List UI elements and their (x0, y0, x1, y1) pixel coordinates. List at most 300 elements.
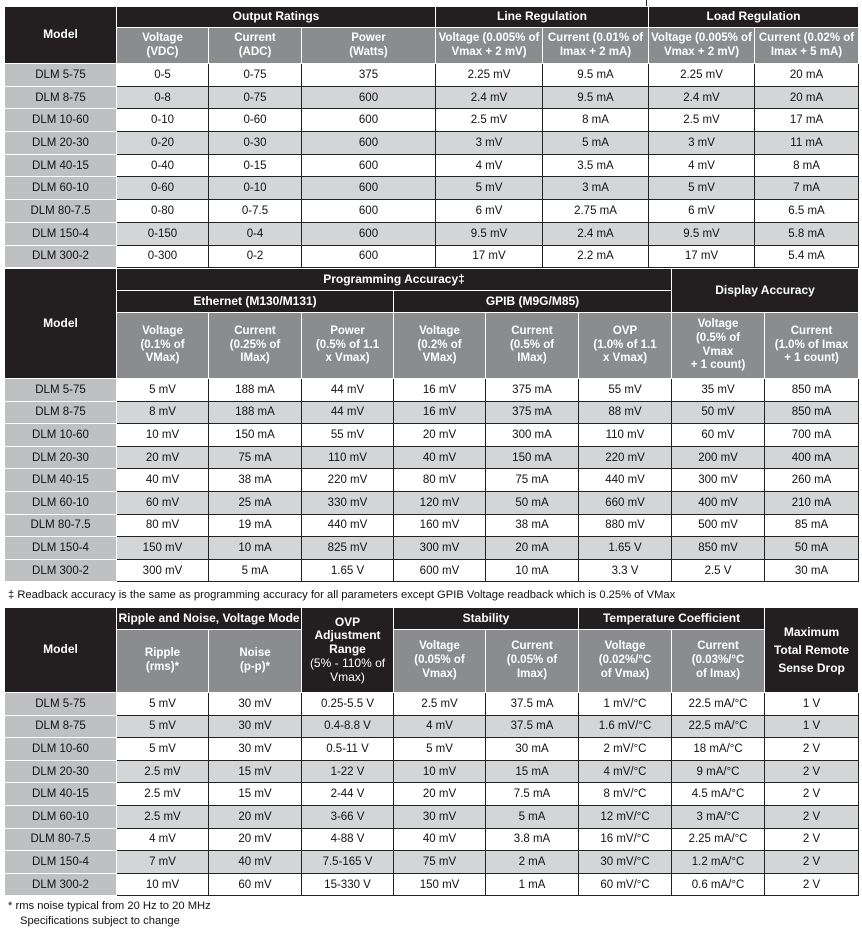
value-cell: 2 mA (486, 851, 579, 874)
value-cell: 15 mA (486, 760, 579, 783)
value-cell: 2 V (765, 851, 859, 874)
value-cell: 88 mV (579, 401, 672, 424)
value-cell: 200 mV (672, 446, 765, 469)
value-cell: 0.5-11 V (302, 738, 394, 761)
value-cell: 4.5 mA/°C (672, 783, 765, 806)
value-cell: 40 mV (394, 446, 486, 469)
table-row (5, 446, 859, 469)
value-cell: 0.25-5.5 V (302, 693, 394, 716)
value-cell: 300 mA (486, 424, 579, 447)
value-cell: 600 (302, 109, 436, 132)
value-cell: 0-10 (209, 177, 302, 200)
value-cell: 330 mV (302, 491, 394, 514)
value-cell: 17 mV (436, 245, 543, 268)
value-cell: 4 mV (394, 715, 486, 738)
value-cell: 15 mV (209, 760, 302, 783)
value-cell: 120 mV (394, 491, 486, 514)
value-cell: 75 mA (209, 446, 302, 469)
value-cell: 0-300 (117, 245, 209, 268)
readback-note: ‡ Readback accuracy is the same as programming accuracy for all parameters except GPIB Voltage readback which is 0.25% of VMax (8, 589, 676, 601)
model-cell: DLM 10-60 (5, 109, 117, 132)
col-stability-voltage-header: Voltage (0.05% of Vmax) (394, 630, 486, 693)
value-cell: 30 mV (394, 805, 486, 828)
table-row (5, 154, 859, 177)
ethernet-header: Ethernet (M130/M131) (117, 291, 394, 313)
value-cell: 600 (302, 177, 436, 200)
value-cell: 44 mV (302, 401, 394, 424)
value-cell: 600 (302, 154, 436, 177)
value-cell: 7 mV (117, 851, 209, 874)
value-cell: 2 V (765, 828, 859, 851)
gpib-header: GPIB (M9G/M85) (394, 291, 672, 313)
value-cell: 188 mA (209, 379, 302, 402)
model-cell: DLM 5-75 (5, 64, 117, 87)
value-cell: 4 mV/°C (579, 760, 672, 783)
table-row (5, 469, 859, 492)
model-cell: DLM 8-75 (5, 86, 117, 109)
value-cell: 17 mV (649, 245, 755, 268)
value-cell: 60 mV (672, 424, 765, 447)
ripple-noise-header: Ripple and Noise, Voltage Mode (117, 608, 302, 630)
value-cell: 5 mA (209, 559, 302, 582)
value-cell: 55 mV (302, 424, 394, 447)
value-cell: 210 mA (765, 491, 859, 514)
value-cell: 150 mV (394, 873, 486, 896)
value-cell: 2 mV/°C (579, 738, 672, 761)
accuracy-col-header: Voltage (0.2% of VMax) (394, 313, 486, 379)
value-cell: 0-75 (209, 64, 302, 87)
value-cell: 2.2 mA (543, 245, 649, 268)
value-cell: 2 V (765, 760, 859, 783)
col-line-current-header: Current (0.01% of Imax + 2 mA) (543, 28, 649, 64)
max-sense-drop-header: Maximum Total Remote Sense Drop (765, 608, 859, 693)
value-cell: 1.6 mV/°C (579, 715, 672, 738)
output-regulation-table (4, 6, 859, 268)
value-cell: 850 mV (672, 537, 765, 560)
programming-accuracy-header: Programming Accuracy‡ (117, 269, 672, 291)
value-cell: 5 mA (543, 132, 649, 155)
table-row (5, 514, 859, 537)
value-cell: 20 mV (209, 805, 302, 828)
value-cell: 880 mV (579, 514, 672, 537)
table-row (5, 132, 859, 155)
model-cell: DLM 80-7.5 (5, 514, 117, 537)
value-cell: 110 mV (579, 424, 672, 447)
value-cell: 8 mA (755, 154, 859, 177)
col-stability-current-header: Current (0.05% of Imax) (486, 630, 579, 693)
col-current-header: Current (ADC) (209, 28, 302, 64)
value-cell: 5 mV (117, 738, 209, 761)
col-load-voltage-header: Voltage (0.005% of Vmax + 2 mV) (649, 28, 755, 64)
value-cell: 5 mV (117, 379, 209, 402)
value-cell: 0-2 (209, 245, 302, 268)
value-cell: 3 mV (649, 132, 755, 155)
value-cell: 2.25 mV (436, 64, 543, 87)
value-cell: 2.4 mV (649, 86, 755, 109)
value-cell: 2.25 mA/°C (672, 828, 765, 851)
value-cell: 2-44 V (302, 783, 394, 806)
value-cell: 80 mV (117, 514, 209, 537)
model-cell: DLM 20-30 (5, 446, 117, 469)
value-cell: 1.65 V (579, 537, 672, 560)
table-row (5, 86, 859, 109)
value-cell: 40 mV (117, 469, 209, 492)
value-cell: 0-8 (117, 86, 209, 109)
table-row (5, 401, 859, 424)
value-cell: 20 mA (755, 64, 859, 87)
value-cell: 2.5 mV (117, 783, 209, 806)
value-cell: 5.4 mA (755, 245, 859, 268)
table-row (5, 805, 859, 828)
value-cell: 17 mA (755, 109, 859, 132)
table-row (5, 200, 859, 223)
model-cell: DLM 40-15 (5, 154, 117, 177)
model-cell: DLM 40-15 (5, 469, 117, 492)
value-cell: 375 mA (486, 401, 579, 424)
value-cell: 80 mV (394, 469, 486, 492)
value-cell: 2.5 mV (117, 805, 209, 828)
value-cell: 600 mV (394, 559, 486, 582)
value-cell: 1 V (765, 715, 859, 738)
value-cell: 2.5 mV (649, 109, 755, 132)
value-cell: 2.5 mV (436, 109, 543, 132)
value-cell: 75 mA (486, 469, 579, 492)
accuracy-table (4, 268, 859, 582)
value-cell: 600 (302, 132, 436, 155)
table-row (5, 245, 859, 268)
display-accuracy-header: Display Accuracy (672, 269, 859, 313)
value-cell: 0-4 (209, 222, 302, 245)
value-cell: 600 (302, 245, 436, 268)
model-cell: DLM 80-7.5 (5, 200, 117, 223)
value-cell: 0-7.5 (209, 200, 302, 223)
value-cell: 440 mV (579, 469, 672, 492)
model-header: Model (5, 7, 117, 64)
value-cell: 400 mA (765, 446, 859, 469)
value-cell: 35 mV (672, 379, 765, 402)
value-cell: 16 mV (394, 379, 486, 402)
value-cell: 188 mA (209, 401, 302, 424)
value-cell: 825 mV (302, 537, 394, 560)
value-cell: 10 mA (209, 537, 302, 560)
model-cell: DLM 5-75 (5, 379, 117, 402)
value-cell: 0-5 (117, 64, 209, 87)
value-cell: 400 mV (672, 491, 765, 514)
value-cell: 600 (302, 222, 436, 245)
value-cell: 3 mV (436, 132, 543, 155)
value-cell: 20 mV (117, 446, 209, 469)
col-noise-header: Noise (p-p)* (209, 630, 302, 693)
accuracy-col-header: Current (0.25% of IMax) (209, 313, 302, 379)
value-cell: 5 mV (117, 715, 209, 738)
table-row (5, 873, 859, 896)
value-cell: 2.5 mV (117, 760, 209, 783)
value-cell: 1.2 mA/°C (672, 851, 765, 874)
value-cell: 20 mV (394, 783, 486, 806)
value-cell: 150 mA (486, 446, 579, 469)
value-cell: 44 mV (302, 379, 394, 402)
value-cell: 9.5 mA (543, 64, 649, 87)
value-cell: 2.5 mV (394, 693, 486, 716)
value-cell: 10 mA (486, 559, 579, 582)
value-cell: 0-60 (209, 109, 302, 132)
value-cell: 1 mA (486, 873, 579, 896)
value-cell: 2.75 mA (543, 200, 649, 223)
value-cell: 0-150 (117, 222, 209, 245)
value-cell: 110 mV (302, 446, 394, 469)
value-cell: 75 mV (394, 851, 486, 874)
table-row (5, 738, 859, 761)
value-cell: 50 mV (672, 401, 765, 424)
value-cell: 4 mV (117, 828, 209, 851)
value-cell: 0-20 (117, 132, 209, 155)
col-load-current-header: Current (0.02% of Imax + 5 mA) (755, 28, 859, 64)
value-cell: 7.5 mA (486, 783, 579, 806)
value-cell: 16 mV (394, 401, 486, 424)
table-row (5, 222, 859, 245)
accuracy-col-header: Voltage (0.5% of Vmax + 1 count) (672, 313, 765, 379)
accuracy-col-header: Voltage (0.1% of VMax) (117, 313, 209, 379)
value-cell: 20 mV (394, 424, 486, 447)
value-cell: 1 mV/°C (579, 693, 672, 716)
value-cell: 3.8 mA (486, 828, 579, 851)
value-cell: 8 mV/°C (579, 783, 672, 806)
value-cell: 85 mA (765, 514, 859, 537)
value-cell: 1.65 V (302, 559, 394, 582)
value-cell: 2 V (765, 805, 859, 828)
model-header: Model (5, 608, 117, 693)
ovp-range-header: OVP Adjustment Range (5% - 110% of Vmax) (302, 608, 394, 693)
col-ripple-header: Ripple (rms)* (117, 630, 209, 693)
value-cell: 440 mV (302, 514, 394, 537)
table-row (5, 715, 859, 738)
value-cell: 7.5-165 V (302, 851, 394, 874)
model-cell: DLM 150-4 (5, 222, 117, 245)
model-header: Model (5, 269, 117, 379)
accuracy-col-header: Current (0.5% of IMax) (486, 313, 579, 379)
value-cell: 0-15 (209, 154, 302, 177)
value-cell: 0-10 (117, 109, 209, 132)
value-cell: 300 mV (117, 559, 209, 582)
footnote-rms: * rms noise typical from 20 Hz to 20 MHz (8, 900, 211, 912)
value-cell: 2.5 V (672, 559, 765, 582)
value-cell: 600 (302, 86, 436, 109)
table-row (5, 64, 859, 87)
col-voltage-header: Voltage (VDC) (117, 28, 209, 64)
value-cell: 30 mV (209, 715, 302, 738)
value-cell: 60 mV (209, 873, 302, 896)
model-cell: DLM 60-10 (5, 805, 117, 828)
value-cell: 20 mV (209, 828, 302, 851)
value-cell: 2.4 mA (543, 222, 649, 245)
value-cell: 38 mA (486, 514, 579, 537)
value-cell: 30 mV/°C (579, 851, 672, 874)
value-cell: 1 V (765, 693, 859, 716)
model-cell: DLM 80-7.5 (5, 828, 117, 851)
value-cell: 5 mV (117, 693, 209, 716)
table-row (5, 851, 859, 874)
table-row (5, 693, 859, 716)
value-cell: 220 mV (579, 446, 672, 469)
table-row (5, 537, 859, 560)
model-cell: DLM 150-4 (5, 851, 117, 874)
table-row (5, 760, 859, 783)
value-cell: 12 mV/°C (579, 805, 672, 828)
ripple-stability-table (4, 607, 859, 896)
value-cell: 2 V (765, 873, 859, 896)
model-cell: DLM 40-15 (5, 783, 117, 806)
model-cell: DLM 60-10 (5, 177, 117, 200)
model-cell: DLM 300-2 (5, 873, 117, 896)
model-cell: DLM 20-30 (5, 132, 117, 155)
value-cell: 5 mV (649, 177, 755, 200)
value-cell: 2.25 mV (649, 64, 755, 87)
value-cell: 9 mA/°C (672, 760, 765, 783)
accuracy-col-header: OVP (1.0% of 1.1 x Vmax) (579, 313, 672, 379)
value-cell: 375 (302, 64, 436, 87)
value-cell: 20 mA (486, 537, 579, 560)
value-cell: 15-330 V (302, 873, 394, 896)
value-cell: 19 mA (209, 514, 302, 537)
value-cell: 15 mV (209, 783, 302, 806)
value-cell: 30 mA (765, 559, 859, 582)
table-row (5, 828, 859, 851)
table-row (5, 109, 859, 132)
value-cell: 6 mV (649, 200, 755, 223)
value-cell: 150 mV (117, 537, 209, 560)
model-cell: DLM 300-2 (5, 559, 117, 582)
value-cell: 2.4 mV (436, 86, 543, 109)
table-row (5, 491, 859, 514)
value-cell: 20 mA (755, 86, 859, 109)
value-cell: 8 mV (117, 401, 209, 424)
value-cell: 60 mV (117, 491, 209, 514)
value-cell: 2 V (765, 738, 859, 761)
value-cell: 300 mV (394, 537, 486, 560)
value-cell: 4 mV (649, 154, 755, 177)
model-cell: DLM 20-30 (5, 760, 117, 783)
table-row (5, 379, 859, 402)
value-cell: 10 mV (117, 873, 209, 896)
value-cell: 0-80 (117, 200, 209, 223)
value-cell: 37.5 mA (486, 693, 579, 716)
value-cell: 300 mV (672, 469, 765, 492)
model-cell: DLM 8-75 (5, 715, 117, 738)
accuracy-col-header: Current (1.0% of Imax + 1 count) (765, 313, 859, 379)
model-cell: DLM 10-60 (5, 424, 117, 447)
line-regulation-header: Line Regulation (436, 7, 649, 28)
value-cell: 9.5 mA (543, 86, 649, 109)
value-cell: 0.4-8.8 V (302, 715, 394, 738)
value-cell: 8 mA (543, 109, 649, 132)
model-cell: DLM 10-60 (5, 738, 117, 761)
value-cell: 5 mA (486, 805, 579, 828)
load-regulation-header: Load Regulation (649, 7, 859, 28)
value-cell: 40 mV (394, 828, 486, 851)
value-cell: 16 mV/°C (579, 828, 672, 851)
value-cell: 2 V (765, 783, 859, 806)
value-cell: 30 mV (209, 738, 302, 761)
value-cell: 0-30 (209, 132, 302, 155)
value-cell: 6.5 mA (755, 200, 859, 223)
value-cell: 22.5 mA/°C (672, 715, 765, 738)
value-cell: 260 mA (765, 469, 859, 492)
value-cell: 3 mA (543, 177, 649, 200)
stability-header: Stability (394, 608, 579, 630)
value-cell: 11 mA (755, 132, 859, 155)
value-cell: 22.5 mA/°C (672, 693, 765, 716)
value-cell: 0-60 (117, 177, 209, 200)
value-cell: 3 mA/°C (672, 805, 765, 828)
model-cell: DLM 8-75 (5, 401, 117, 424)
value-cell: 7 mA (755, 177, 859, 200)
model-cell: DLM 300-2 (5, 245, 117, 268)
model-cell: DLM 5-75 (5, 693, 117, 716)
value-cell: 4 mV (436, 154, 543, 177)
value-cell: 40 mV (209, 851, 302, 874)
value-cell: 160 mV (394, 514, 486, 537)
value-cell: 60 mV/°C (579, 873, 672, 896)
col-power-header: Power (Watts) (302, 28, 436, 64)
value-cell: 0.6 mA/°C (672, 873, 765, 896)
value-cell: 220 mV (302, 469, 394, 492)
value-cell: 3.3 V (579, 559, 672, 582)
value-cell: 0-75 (209, 86, 302, 109)
value-cell: 0-40 (117, 154, 209, 177)
value-cell: 50 mA (765, 537, 859, 560)
value-cell: 6 mV (436, 200, 543, 223)
footnote-specs: Specifications subject to change (20, 915, 180, 927)
value-cell: 10 mV (117, 424, 209, 447)
value-cell: 850 mA (765, 401, 859, 424)
value-cell: 25 mA (209, 491, 302, 514)
table-row (5, 424, 859, 447)
model-cell: DLM 60-10 (5, 491, 117, 514)
temperature-coefficient-header: Temperature Coefficient (579, 608, 765, 630)
col-line-voltage-header: Voltage (0.005% of Vmax + 2 mV) (436, 28, 543, 64)
value-cell: 30 mA (486, 738, 579, 761)
col-temp-voltage-header: Voltage (0.02%/°C of Vmax) (579, 630, 672, 693)
value-cell: 9.5 mV (436, 222, 543, 245)
col-temp-current-header: Current (0.03%/°C of Imax) (672, 630, 765, 693)
value-cell: 850 mA (765, 379, 859, 402)
model-cell: DLM 150-4 (5, 537, 117, 560)
table-row (5, 783, 859, 806)
table-row (5, 559, 859, 582)
value-cell: 9.5 mV (649, 222, 755, 245)
value-cell: 38 mA (209, 469, 302, 492)
value-cell: 55 mV (579, 379, 672, 402)
value-cell: 5 mV (394, 738, 486, 761)
value-cell: 50 mA (486, 491, 579, 514)
value-cell: 600 (302, 200, 436, 223)
value-cell: 150 mA (209, 424, 302, 447)
table-row (5, 177, 859, 200)
value-cell: 700 mA (765, 424, 859, 447)
value-cell: 3-66 V (302, 805, 394, 828)
value-cell: 660 mV (579, 491, 672, 514)
value-cell: 5 mV (436, 177, 543, 200)
accuracy-col-header: Power (0.5% of 1.1 x Vmax) (302, 313, 394, 379)
output-ratings-header: Output Ratings (117, 7, 436, 28)
value-cell: 3.5 mA (543, 154, 649, 177)
value-cell: 30 mV (209, 693, 302, 716)
value-cell: 5.8 mA (755, 222, 859, 245)
value-cell: 500 mV (672, 514, 765, 537)
value-cell: 37.5 mA (486, 715, 579, 738)
value-cell: 18 mA/°C (672, 738, 765, 761)
value-cell: 375 mA (486, 379, 579, 402)
